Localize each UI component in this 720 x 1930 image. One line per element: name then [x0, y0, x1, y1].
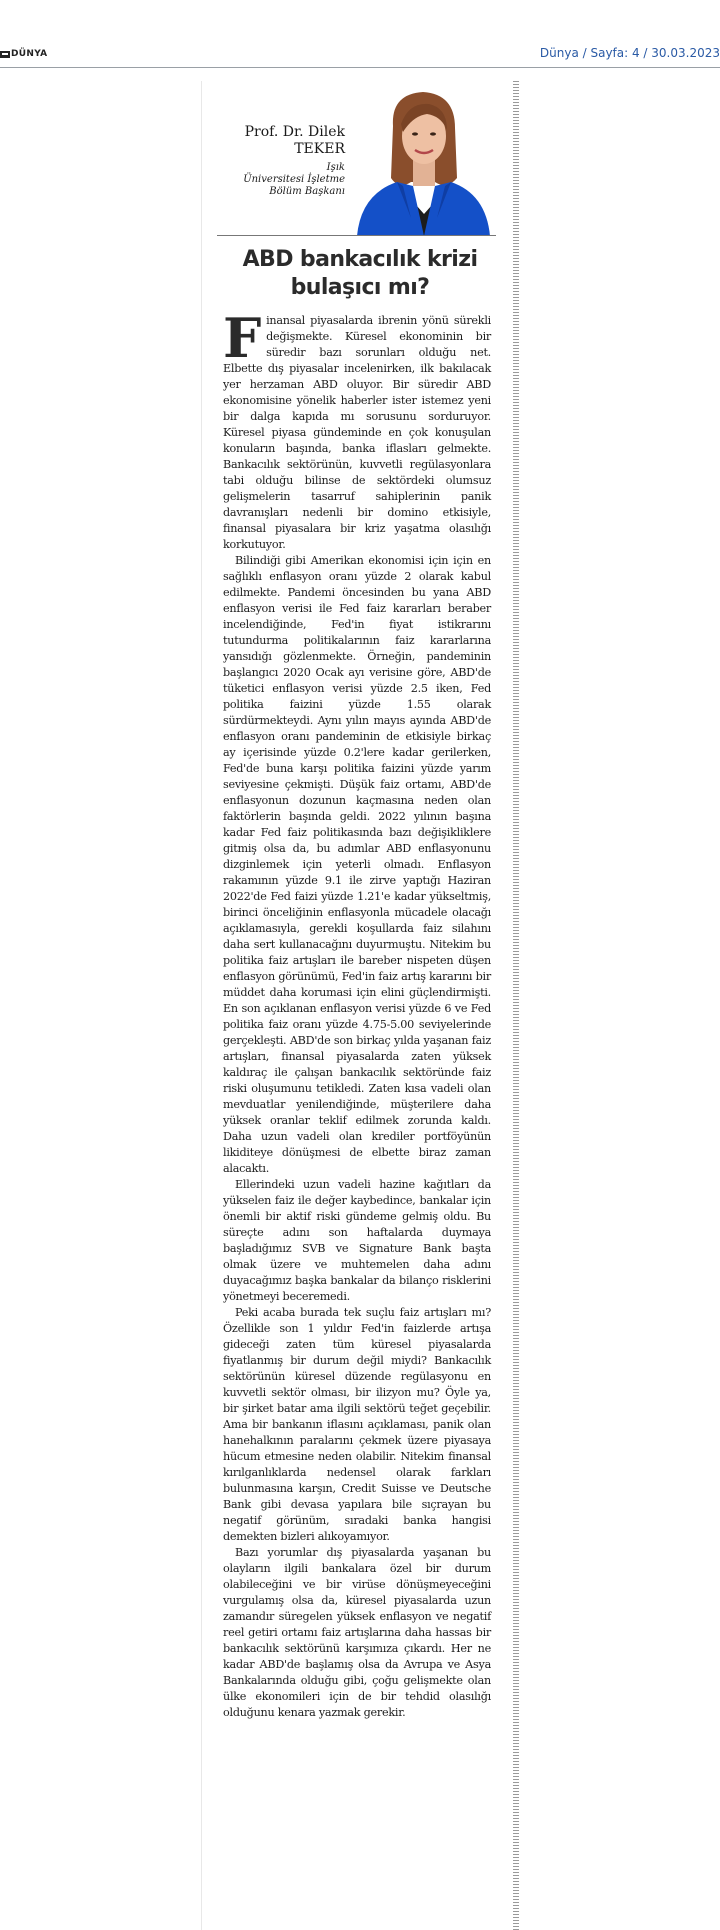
author-title-line2: Üniversitesi İşletme [243, 174, 345, 185]
header-divider [217, 235, 496, 236]
logo-text: DÜNYA [11, 49, 48, 59]
page-header [0, 0, 720, 68]
author-title-line3: Bölüm Başkanı [269, 186, 345, 197]
column-side-rule [513, 81, 519, 1930]
author-name-line1: Prof. Dr. Dilek [244, 124, 345, 140]
paragraph-1 [223, 306, 491, 553]
article-headline [210, 246, 510, 302]
drop-cap: F [223, 306, 262, 370]
page-info: Dünya / Sayfa: 4 / 30.03.2023 [539, 46, 720, 60]
newspaper-logo [0, 49, 47, 59]
paragraph-3: Ellerindeki uzun vadeli hazine kağıtları da yükselen faiz ile değer kaybedince, bankalar için önemli bir aktif riski gündeme gelmiş oldu. Bu süreçte adını son haftalarda duymaya başladığımız SVB ve Signature Bank başta olmak üzere ve muhtemelen daha adını duyacağımız başka bankalar da bilanço risklerini yönetmeyi beceremedi. [223, 1178, 491, 1303]
logo-icon [0, 51, 10, 58]
author-block [220, 124, 345, 198]
paragraph-1-text: inansal piyasalarda ibrenin yönü sürekli değişmekte. Küresel ekonominin bir süredir bazı sorunları olduğu net. Elbette dış piyasalar incelenirken, ilk bakılacak yer herzaman ABD oluyor. Bir süredir ABD ekonomisine yönelik haberler ister istemez yeni bir dalga kapıda mı sorusunu sorduruyor. Küresel piyasa gündeminde en çok konuşulan konuların başında, banka iflasları gelmekte. Bankacılık sektörünün, kuvvetli regülasyonlara tabi olduğu bilinse de sektördeki olumsuz gelişmelerin tasarruf sahiplerinin panik davranışları nedenli bir domino etkisiyle, finansal piyasalara bir kriz yaşatma olasılığı korkutuyor. [223, 314, 491, 551]
paragraph-2: Bilindiği gibi Amerikan ekonomisi için için en sağlıklı enflasyon oranı yüzde 2 olarak kabul edilmekte. Pandemi öncesinden bu yana ABD enflasyon verisi ile Fed faiz kararları beraber incelendiğinde, Fed'in fiyat istikrarını tutundurma politikalarının faiz kararlarına yansıdığı gözlenmekte. Örneğin, pandeminin başlangıcı 2020 Ocak ayı verisine göre, ABD'de tüketici enflasyon verisi yüzde 2.5 iken, Fed politika faizini yüzde 1.55 olarak sürdürmekteydi. Aynı yılın mayıs ayında ABD'de enflasyon oranı pandeminin de etkisiyle birkaç ay içerisinde yüzde 0.2'lere kadar gerilerken, Fed'de buna karşı politika faizini yüzde yarım seviyesine çekmişti. Düşük faiz ortamı, ABD'de enflasyonun dozunun kaçmasına neden olan faktörlerin başında geldi. 2022 yılının başına kadar Fed faiz politikasında bazı değişikliklere gitmiş olsa da, bu adımlar ABD enflasyonunu dizginlemek için yeterli olmadı. Enflasyon rakamının yüzde 9.1 ile zirve yaptığı Haziran 2022'de Fed faizi yüzde 1.21'e kadar yükseltmiş, birinci önceliğinin enflasyonla mücadele olacağı açıklamasıyla, gerekli koşullarda faiz silahını daha sert kullanacağını duyurmuştu. Nitekim bu politika faiz artışları ile bareber nispeten düşen enflasyon görünümü, Fed'in faiz artış kararını bir müddet daha korumasi için elini güçlendirmişti. En son açıklanan enflasyon verisi yüzde 6 ve Fed politika faiz oranı yüzde 4.75-5.00 seviyelerinde gerçekleşti. ABD'de son birkaç yılda yaşanan faiz artışları, finansal piyasalarda zaten yüksek kaldıraç ile çalışan bankacılık sektöründe faiz riski oluşumunu tetikledi. Zaten kısa vadeli olan mevduatlar yenilendiğinde, müşterilere daha yüksek oranlar teklif edilmek zorunda kaldı. Daha uzun vadeli olan krediler portföyünün likiditeye dönüşmesi de elbette biraz zaman alacaktı. [223, 554, 491, 1175]
headline-line1: ABD bankacılık krizi [242, 247, 478, 272]
author-title-line1: Işık [326, 162, 345, 173]
headline-line2: bulaşıcı mı? [290, 275, 430, 300]
author-photo [351, 86, 496, 236]
author-title [220, 162, 345, 198]
paragraph-4: Peki acaba burada tek suçlu faiz artışları mı? Özellikle son 1 yıldır Fed'in faizlerde artışa gideceği zaten tüm küresel piyasalarda fiyatlanmış bir durum değil miydi? Bankacılık sektörünün küresel düzende regülasyonu en kuvvetli sektör olması, bir ilizyon mu? Öyle ya, bir şirket batar ama ilgili sektörü teğet geçebilir. Ama bir bankanın iflasını açıklaması, panik olan hanehalkının paralarını çekmek üzere piyasaya hücum etmesine neden olabilir. Nitekim finansal kırılganlıklarda nedensel olarak farkları bulunmasına karşın, Credit Suisse ve Deutsche Bank gibi devasa yapılara bile sıçrayan bu negatif görünüm, sıradaki banka hangisi demekten bizleri alıkoyamıyor. [223, 1306, 491, 1543]
author-name-line2: TEKER [294, 141, 345, 157]
article-body [223, 306, 491, 1721]
paragraph-5: Bazı yorumlar dış piyasalarda yaşanan bu olayların ilgili bankalara özel bir durum olabileceğini ve bir virüse dönüşmeyeceğini vurgulamış olsa da, küresel piyasalarda uzun zamandır süregelen yüksek enflasyon ve negatif reel getiri ortamı faiz artışlarına daha hassas bir bankacılık sektörünü karşımıza çıkardı. Her ne kadar ABD'de başlamış olsa da Avrupa ve Asya Bankalarında olduğu gibi, çoğu gelişmekte olan ülke ekonomileri için de bir tehdid olasılığı olduğunu kenara yazmak gerekir. [223, 1546, 491, 1719]
